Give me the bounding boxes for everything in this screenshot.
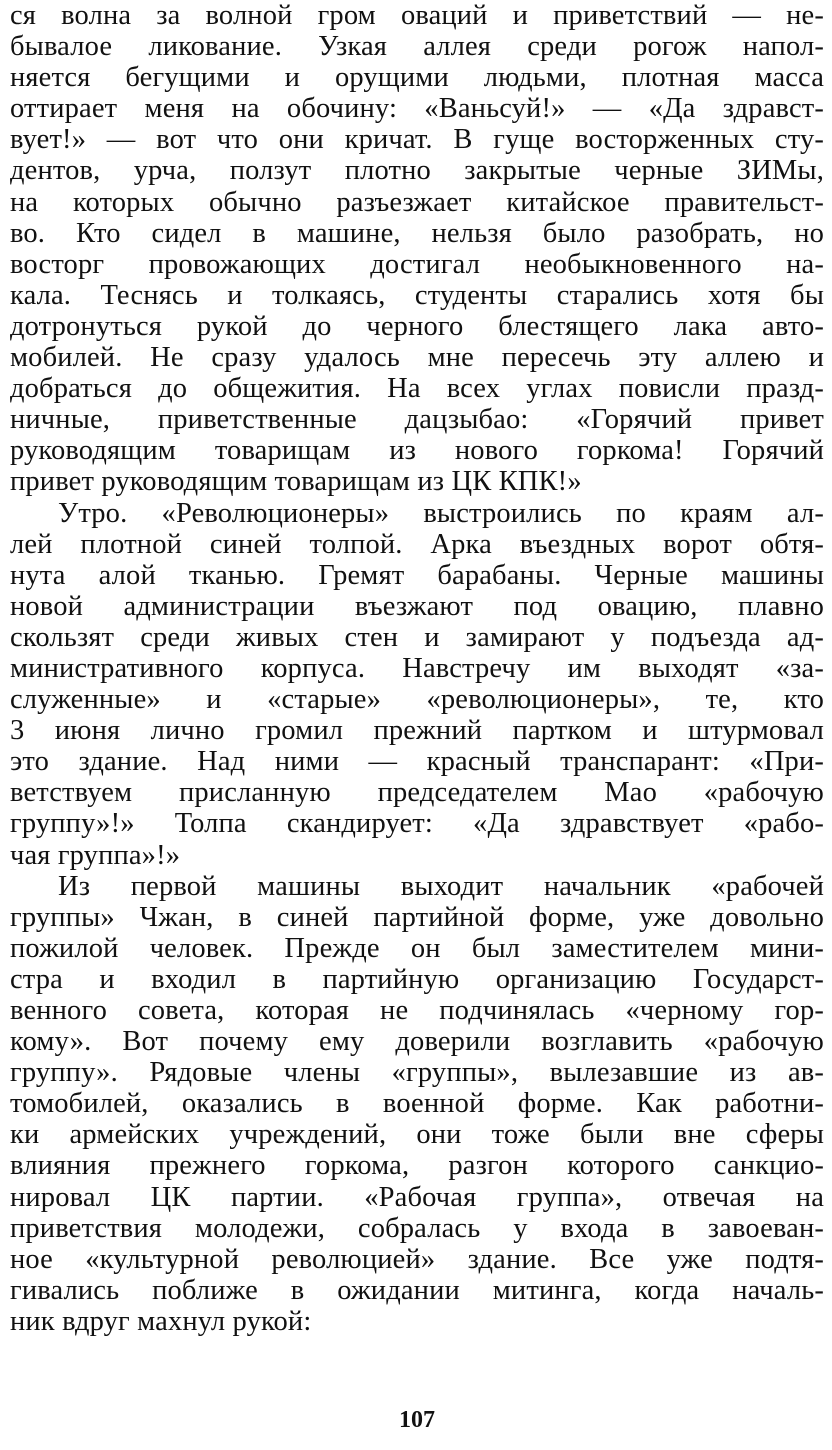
text-line: это здание. Над ними — красный транспарант: «При- [10, 746, 824, 778]
text-line: восторг провожающих достигал необыкновенного на- [10, 248, 824, 280]
text-line: руководящим товарищам из нового горкома! Горячий [10, 435, 824, 467]
text-line: ся волна за волной гром оваций и приветствий — не- [10, 0, 824, 31]
text-line: 3 июня лично громил прежний партком и штурмовал [10, 715, 824, 747]
text-line: приветствия молодежи, собралась у входа в завоеван- [10, 1212, 824, 1244]
text-line: кала. Теснясь и толкаясь, студенты старались хотя бы [10, 279, 824, 311]
text-line: няется бегущими и орущими людьми, плотная масса [10, 62, 824, 94]
text-line: министративного корпуса. Навстречу им выходят «за- [10, 652, 824, 684]
paragraph-last-line: чая группа»!» [10, 839, 181, 871]
text-line: добраться до общежития. На всех углах повисли празд- [10, 373, 824, 405]
text-line: томобилей, оказались в военной форме. Как работни- [10, 1088, 824, 1120]
text-line: пожилой человек. Прежде он был заместителем мини- [10, 932, 824, 964]
text-line: ветствуем присланную председателем Мао «рабочую [10, 777, 824, 809]
text-line: дентов, урча, ползут плотно закрытые черные ЗИМы, [10, 155, 824, 187]
text-line: дотронуться рукой до черного блестящего лака авто- [10, 310, 824, 342]
text-line: во. Кто сидел в машине, нельзя было разобрать, но [10, 217, 824, 249]
paragraph-last-line: ник вдруг махнул рукой: [10, 1305, 312, 1337]
text-line: мобилей. Не сразу удалось мне пересечь эту аллею и [10, 342, 824, 374]
text-line: группу»!» Толпа скандирует: «Да здравствует «рабо- [10, 808, 824, 840]
text-line: группу». Рядовые члены «группы», вылезавшие из ав- [10, 1057, 824, 1089]
text-line: лей плотной синей толпой. Арка въездных ворот обтя- [10, 528, 824, 560]
text-line: скользят среди живых стен и замирают у подъезда ад- [10, 621, 824, 653]
text-line: новой администрации въезжают под овацию, плавно [10, 590, 824, 622]
text-line: служенные» и «старые» «революционеры», те, кто [10, 684, 824, 716]
text-line: оттирает меня на обочину: «Ваньсуй!» — «Да здравст- [10, 93, 824, 125]
text-line: влияния прежнего горкома, разгон которого санкцио- [10, 1150, 824, 1182]
text-line: ки армейских учреждений, они тоже были вне сферы [10, 1119, 824, 1151]
text-line: гивались поближе в ожидании митинга, когда началь- [10, 1274, 824, 1306]
paragraph-last-line: привет руководящим товарищам из ЦК КПК!» [10, 466, 582, 498]
paragraph-first-line: Утро. «Революционеры» выстроились по краям ал- [58, 497, 824, 529]
text-line: бывалое ликование. Узкая аллея среди рогож напол- [10, 31, 824, 63]
text-line: нута алой тканью. Гремят барабаны. Черные машины [10, 559, 824, 591]
paragraph-first-line: Из первой машины выходит начальник «рабочей [58, 870, 824, 902]
text-line: на которых обычно разъезжает китайское правительст- [10, 186, 824, 218]
book-page [10, 0, 824, 1450]
page-number: 107 [399, 1407, 435, 1433]
text-line: венного совета, которая не подчинялась «черному гор- [10, 995, 824, 1026]
text-line: вует!» — вот что они кричат. В гуще восторженных сту- [10, 124, 824, 156]
text-line: стра и входил в партийную организацию Государст- [10, 963, 824, 995]
text-line: ничные, приветственные дацзыбао: «Горячий привет [10, 404, 824, 436]
text-line: группы» Чжан, в синей партийной форме, уже довольно [10, 901, 824, 933]
text-line: кому». Вот почему ему доверили возглавить «рабочую [10, 1026, 824, 1058]
text-line: нировал ЦК партии. «Рабочая группа», отвечая на [10, 1181, 824, 1213]
text-line: ное «культурной революцией» здание. Все уже подтя- [10, 1243, 824, 1275]
